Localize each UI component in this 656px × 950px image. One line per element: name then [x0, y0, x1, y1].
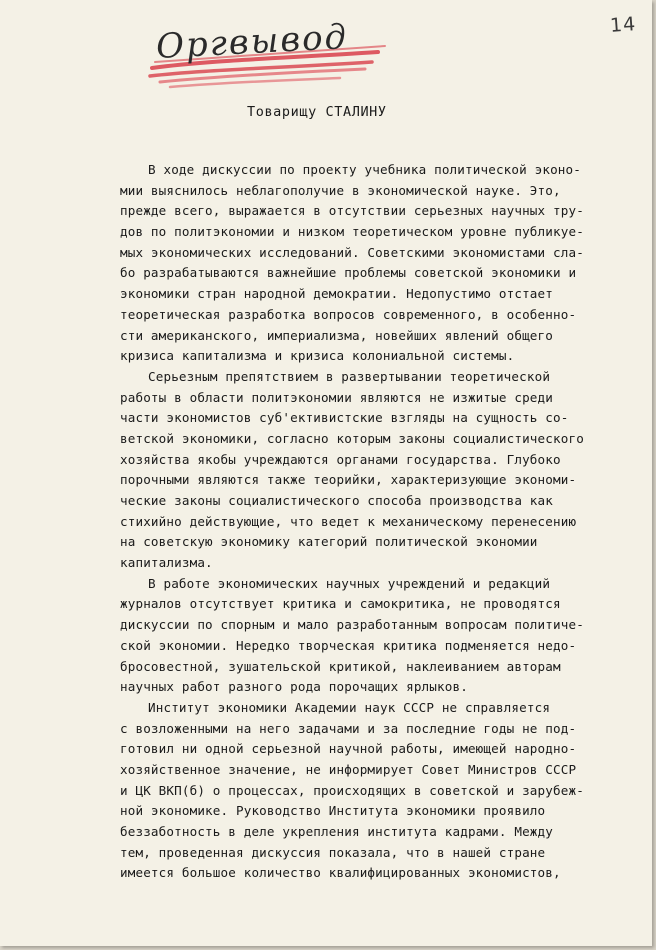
- text-line: ской экономии. Нередко творческая критика подменяется недо-: [120, 637, 577, 653]
- text-line: ветской экономики, согласно которым законы социалистического: [120, 430, 584, 446]
- text-line: Институт экономики Академии наук СССР не справляется: [148, 699, 551, 715]
- text-line: В ходе дискуссии по проекту учебника политической эконо-: [148, 162, 581, 177]
- text-line: кризиса капитализма и кризиса колониальной системы.: [120, 348, 515, 364]
- text-line: В работе экономических научных учреждений и редакций: [148, 575, 551, 591]
- text-line: тем, проведенная дискуссия показала, что в нашей стране: [120, 844, 546, 860]
- text-line: хозяйства якобы учреждаются органами государства. Глубоко: [120, 451, 561, 467]
- text-line: журналов отсутствует критика и самокритика, не проводятся: [120, 596, 561, 612]
- text-line: бросовестной, зушательской критикой, наклеиванием авторам: [120, 658, 561, 674]
- text-line: Серьезным препятствием в развертывании теоретической: [148, 368, 551, 384]
- text-line: с возложенными на него задачами и за последние годы не под-: [120, 720, 577, 736]
- handwritten-annotation: [140, 12, 400, 92]
- text-line: прежде всего, выражается в отсутствии серьезных научных тру-: [120, 203, 584, 219]
- text-line: сти американского, империализма, новейших явлений общего: [120, 327, 553, 343]
- text-line: хозяйственное значение, не информирует Совет Министров СССР: [120, 761, 577, 777]
- text-line: бо разрабатываются важнейшие проблемы советской экономики и: [120, 265, 577, 281]
- text-line: капитализма.: [120, 555, 213, 571]
- letter-body: [120, 160, 650, 884]
- text-line: порочными являются также теорийки, характеризующие экономи-: [120, 472, 577, 488]
- text-line: работы в области политэкономии являются не изжитые среди: [120, 389, 553, 405]
- page-number: 14: [609, 13, 637, 37]
- addressee-heading: Товарищу СТАЛИНУ: [247, 104, 387, 120]
- text-line: теоретическая разработка вопросов современного, в особенно-: [120, 306, 577, 322]
- text-line: экономики стран народной демократии. Недопустимо отстает: [120, 286, 553, 302]
- text-line: мии выяснилось неблагополучие в экономической науке. Это,: [120, 182, 561, 198]
- text-line: готовил ни одной серьезной научной работы, имеющей народно-: [120, 741, 577, 757]
- handwritten-note: Оргвывод: [155, 17, 350, 67]
- text-line: беззаботность в деле укрепления института кадрами. Между: [120, 824, 553, 839]
- text-line: дискуссии по спорным и мало разработанным вопросам политиче-: [120, 617, 584, 633]
- text-line: мых экономических исследований. Советскими экономистами сла-: [120, 244, 584, 260]
- text-line: на советскую экономику категорий политической экономии: [120, 534, 538, 550]
- text-line: ной экономике. Руководство Института экономики проявило: [120, 803, 546, 819]
- text-line: ческие законы социалистического способа производства как: [120, 493, 553, 508]
- text-line: дов по политэкономии и низком теоретическом уровне публикуе-: [120, 224, 584, 240]
- text-line: научных работ разного рода порочащих ярлыков.: [120, 679, 468, 695]
- text-line: части экономистов суб'ективистские взгляды на сущность со-: [120, 410, 569, 426]
- text-line: и ЦК ВКП(б) о процессах, происходящих в советской и зарубеж-: [120, 782, 584, 798]
- text-line: имеется большое количество квалифицированных экономистов,: [120, 865, 561, 881]
- text-line: стихийно действующие, что ведет к механическому перенесению: [120, 513, 577, 529]
